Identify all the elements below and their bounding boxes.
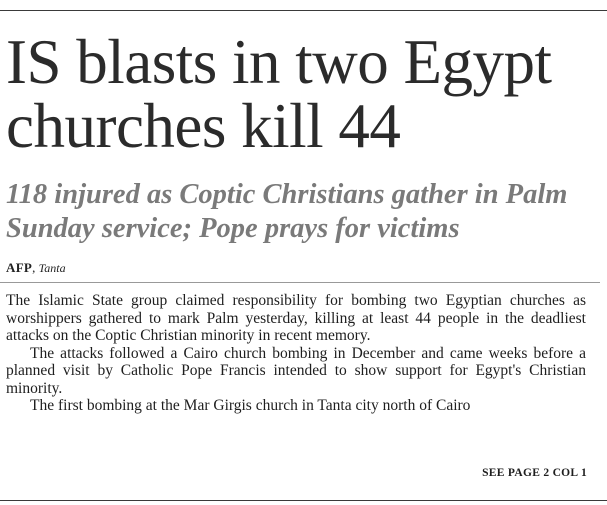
byline-separator: , — [32, 260, 39, 275]
byline-place: Tanta — [38, 261, 66, 275]
byline-agency: AFP — [6, 260, 33, 275]
bottom-rule — [0, 500, 607, 501]
paragraph-1: The Islamic State group claimed responsibility for bombing two Egyptian churches as worshippers gathered to mark Palm yesterday, killing at least 44 people in the deadliest attacks on the Coptic Christian minority in recent memory. — [6, 292, 586, 344]
top-rule — [0, 10, 607, 11]
byline — [6, 260, 66, 276]
article-body — [6, 292, 586, 415]
paragraph-2: The attacks followed a Cairo church bombing in December and came weeks before a planned visit by Catholic Pope Francis intended to show support for Egypt's Christian minority. — [6, 344, 586, 397]
subheadline: 118 injured as Coptic Christians gather in Palm Sunday service; Pope prays for victims — [6, 179, 568, 244]
paragraph-3: The first bombing at the Mar Girgis church in Tanta city north of Cairo — [30, 397, 471, 414]
headline: IS blasts in two Egypt churches kill 44 — [6, 27, 552, 161]
continuation-link[interactable]: SEE PAGE 2 COL 1 — [482, 467, 587, 479]
byline-rule — [0, 282, 600, 283]
